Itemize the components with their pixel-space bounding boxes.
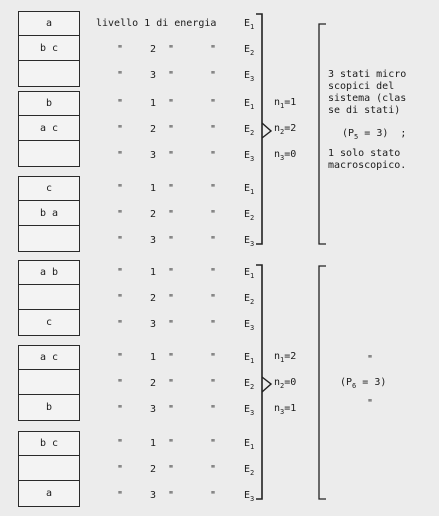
level-number: 2 [150, 293, 157, 304]
energy-subscript: 2 [250, 298, 255, 306]
ditto-mark: " [168, 98, 175, 109]
level-number: 2 [150, 44, 157, 55]
ditto-mark: " [117, 352, 124, 363]
ditto-mark: " [168, 438, 175, 449]
ditto-mark: " [117, 267, 124, 278]
energy-subscript: 3 [250, 240, 255, 248]
brace-point-bottom [262, 377, 271, 392]
ditto-mark: " [117, 404, 124, 415]
occupation-subscript: 2 [280, 382, 285, 390]
level-number: 3 [150, 490, 157, 501]
particle-label: b c [39, 43, 59, 54]
energy-symbol: E [244, 267, 251, 278]
occupation-value: =2 [284, 123, 297, 134]
energy-subscript: 3 [250, 324, 255, 332]
ditto-mark: " [210, 404, 217, 415]
ditto-mark: " [117, 293, 124, 304]
particle-label: b c [39, 438, 59, 449]
probability-subscript: 5 [354, 133, 359, 141]
level-description: livello 1 di energia [96, 18, 217, 29]
energy-symbol: E [244, 98, 251, 109]
occupation-subscript: 2 [280, 128, 285, 136]
ditto-mark: " [168, 44, 175, 55]
ditto-mark: " [210, 490, 217, 501]
ditto-mark: " [210, 124, 217, 135]
ditto-mark: " [117, 319, 124, 330]
energy-subscript: 1 [250, 23, 255, 31]
ditto-mark: " [168, 464, 175, 475]
occupation-symbol: n [274, 403, 281, 414]
ditto-mark: " [168, 378, 175, 389]
ditto-mark: " [117, 150, 124, 161]
ditto-mark: " [117, 235, 124, 246]
note-line: se di stati) [328, 105, 401, 116]
level-number: 1 [150, 267, 157, 278]
ditto-mark: " [210, 319, 217, 330]
ditto-mark: " [210, 293, 217, 304]
occupation-subscript: 3 [280, 154, 285, 162]
ditto-mark: " [210, 183, 217, 194]
energy-symbol: E [244, 404, 251, 415]
ditto-mark: " [168, 490, 175, 501]
energy-symbol: E [244, 209, 251, 220]
brace-point-top [262, 123, 271, 138]
ditto-mark: " [117, 378, 124, 389]
ditto-mark: " [210, 70, 217, 81]
ditto-mark: " [168, 209, 175, 220]
class-bracket-top [319, 24, 326, 244]
ditto-mark: " [117, 44, 124, 55]
ditto-mark: " [210, 464, 217, 475]
ditto-mark: " [117, 490, 124, 501]
occupation-value: =1 [284, 403, 297, 414]
ditto-mark: " [210, 235, 217, 246]
ditto-mark: " [168, 235, 175, 246]
note-line: 3 stati micro [328, 69, 407, 80]
energy-subscript: 1 [250, 443, 255, 451]
level-number: 2 [150, 378, 157, 389]
energy-subscript: 2 [250, 383, 255, 391]
energy-subscript: 2 [250, 129, 255, 137]
ditto-mark: " [210, 267, 217, 278]
energy-symbol: E [244, 352, 251, 363]
particle-label: b [45, 402, 53, 413]
particle-label: c [45, 183, 53, 194]
occupation-symbol: n [274, 97, 281, 108]
ditto-mark: " [168, 183, 175, 194]
level-number: 2 [150, 124, 157, 135]
ditto-mark: " [367, 398, 374, 409]
ditto-mark: " [210, 150, 217, 161]
energy-symbol: E [244, 438, 251, 449]
energy-subscript: 1 [250, 103, 255, 111]
energy-symbol: E [244, 18, 251, 29]
occupation-value: =1 [284, 97, 297, 108]
level-number: 1 [150, 352, 157, 363]
ditto-mark: " [168, 293, 175, 304]
class-bracket-bottom [319, 266, 326, 499]
note-line: scopici del [328, 81, 395, 92]
ditto-mark: " [117, 70, 124, 81]
ditto-mark: " [168, 70, 175, 81]
level-number: 3 [150, 319, 157, 330]
energy-subscript: 1 [250, 188, 255, 196]
ditto-mark: " [168, 267, 175, 278]
energy-subscript: 3 [250, 155, 255, 163]
occupation-symbol: n [274, 149, 281, 160]
probability-subscript: 6 [352, 382, 357, 390]
energy-subscript: 1 [250, 272, 255, 280]
particle-label: a b [39, 267, 59, 278]
particle-label: c [45, 317, 53, 328]
occupation-symbol: n [274, 123, 281, 134]
occupation-value: =2 [284, 351, 297, 362]
probability-label: (P [340, 377, 353, 388]
energy-symbol: E [244, 44, 251, 55]
ditto-mark: " [168, 124, 175, 135]
ditto-mark: " [168, 150, 175, 161]
energy-symbol: E [244, 235, 251, 246]
energy-symbol: E [244, 319, 251, 330]
energy-symbol: E [244, 464, 251, 475]
energy-subscript: 1 [250, 357, 255, 365]
particle-label: a [45, 18, 53, 29]
ditto-mark: " [117, 183, 124, 194]
particle-label: b a [39, 208, 59, 219]
energy-symbol: E [244, 183, 251, 194]
occupation-symbol: n [274, 351, 281, 362]
level-number: 3 [150, 150, 157, 161]
probability-label: (P [342, 128, 355, 139]
ditto-mark: " [168, 404, 175, 415]
particle-label: b [45, 98, 53, 109]
particle-label: a c [39, 352, 59, 363]
probability-value: = 3) [356, 377, 387, 388]
level-number: 1 [150, 98, 157, 109]
occupation-value: =0 [284, 149, 297, 160]
level-number: 2 [150, 464, 157, 475]
level-number: 3 [150, 70, 157, 81]
ditto-mark: " [210, 209, 217, 220]
ditto-mark: " [210, 352, 217, 363]
energy-subscript: 3 [250, 75, 255, 83]
right-brace-bottom [256, 265, 262, 499]
ditto-mark: " [117, 209, 124, 220]
ditto-mark: " [210, 438, 217, 449]
level-number: 3 [150, 235, 157, 246]
note-line: sistema (clas [328, 93, 407, 104]
energy-symbol: E [244, 150, 251, 161]
particle-label: a c [39, 123, 59, 134]
energy-subscript: 2 [250, 49, 255, 57]
energy-subscript: 2 [250, 469, 255, 477]
energy-symbol: E [244, 124, 251, 135]
level-number: 1 [150, 183, 157, 194]
ditto-mark: " [168, 319, 175, 330]
ditto-mark: " [117, 98, 124, 109]
ditto-mark: " [117, 124, 124, 135]
ditto-mark: " [168, 352, 175, 363]
occupation-symbol: n [274, 377, 281, 388]
occupation-subscript: 1 [280, 356, 285, 364]
ditto-mark: " [117, 438, 124, 449]
occupation-value: =0 [284, 377, 297, 388]
ditto-mark: " [367, 354, 374, 365]
right-brace-top [256, 14, 262, 244]
energy-symbol: E [244, 293, 251, 304]
energy-symbol: E [244, 378, 251, 389]
energy-symbol: E [244, 70, 251, 81]
level-number: 3 [150, 404, 157, 415]
particle-label: a [45, 488, 53, 499]
energy-subscript: 2 [250, 214, 255, 222]
energy-subscript: 3 [250, 409, 255, 417]
ditto-mark: " [210, 98, 217, 109]
note-line: 1 solo stato [328, 148, 401, 159]
occupation-subscript: 1 [280, 102, 285, 110]
energy-symbol: E [244, 490, 251, 501]
ditto-mark: " [210, 44, 217, 55]
ditto-mark: " [210, 378, 217, 389]
level-number: 1 [150, 438, 157, 449]
level-number: 2 [150, 209, 157, 220]
probability-value: = 3) ; [358, 128, 407, 139]
energy-subscript: 3 [250, 495, 255, 503]
occupation-subscript: 3 [280, 408, 285, 416]
note-line: macroscopico. [328, 160, 407, 171]
ditto-mark: " [117, 464, 124, 475]
